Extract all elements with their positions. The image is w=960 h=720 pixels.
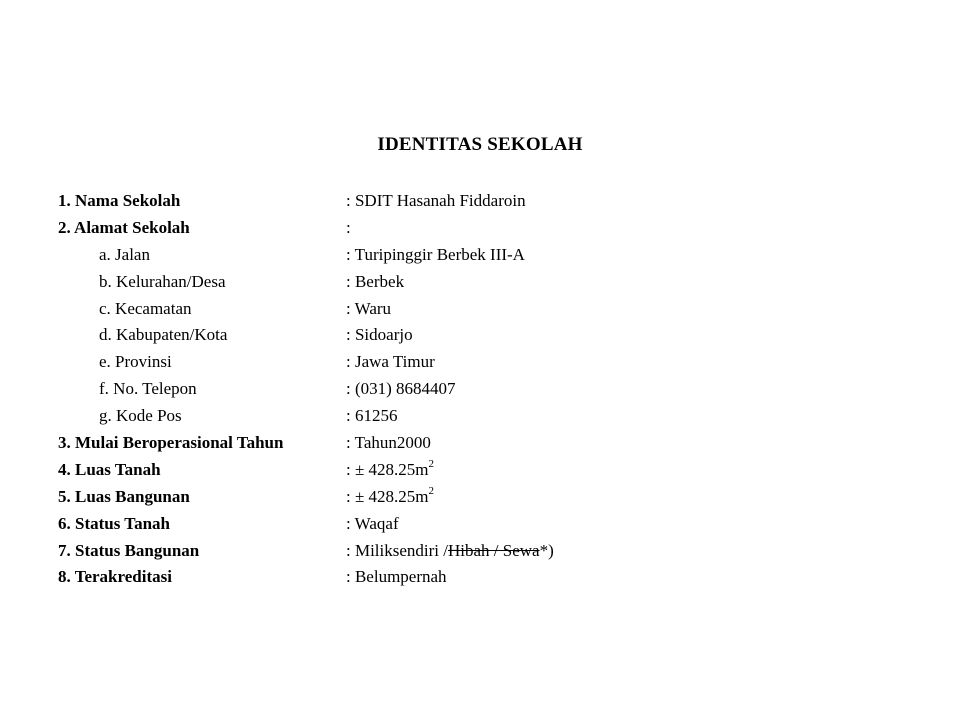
field-row-kode-pos bbox=[58, 403, 918, 430]
superscript-unit: 2 bbox=[428, 485, 435, 498]
field-row-kabupaten bbox=[58, 322, 918, 349]
field-row-kecamatan bbox=[58, 296, 918, 323]
field-label: 2. Alamat Sekolah bbox=[58, 217, 190, 237]
field-label: 5. Luas Bangunan bbox=[58, 486, 190, 506]
field-row-status-tanah bbox=[58, 511, 918, 538]
field-label: a. Jalan bbox=[99, 244, 150, 264]
field-value: : Tahun2000 bbox=[346, 433, 431, 453]
field-label: g. Kode Pos bbox=[99, 406, 182, 426]
field-value bbox=[346, 484, 434, 511]
field-value: : Berbek bbox=[346, 271, 405, 291]
field-label: d. Kabupaten/Kota bbox=[99, 325, 228, 345]
field-label: e. Provinsi bbox=[99, 352, 172, 372]
field-row-luas-tanah bbox=[58, 457, 918, 484]
field-label: f. No. Telepon bbox=[99, 379, 197, 399]
field-value-text: : Miliksendiri / bbox=[346, 540, 448, 560]
field-value: : SDIT Hasanah Fiddaroin bbox=[346, 191, 526, 210]
field-label: 7. Status Bangunan bbox=[58, 540, 200, 560]
field-value: : Jawa Timur bbox=[346, 352, 435, 372]
field-value bbox=[346, 538, 554, 565]
identity-fields bbox=[58, 188, 918, 591]
field-value-suffix: *) bbox=[539, 540, 554, 560]
field-label: 8. Terakreditasi bbox=[58, 567, 172, 587]
field-label: c. Kecamatan bbox=[99, 298, 192, 318]
field-value: : Sidoarjo bbox=[346, 325, 413, 345]
field-row-alamat-sekolah bbox=[58, 215, 918, 242]
field-value: : (031) 8684407 bbox=[346, 379, 456, 399]
field-row-jalan bbox=[58, 242, 918, 269]
field-row-terakreditasi bbox=[58, 564, 918, 591]
field-label: 3. Mulai Beroperasional Tahun bbox=[58, 433, 284, 453]
field-row-status-bangunan bbox=[58, 538, 918, 565]
field-value: : Waqaf bbox=[346, 513, 399, 533]
field-row-nama-sekolah bbox=[58, 188, 918, 215]
field-label: 6. Status Tanah bbox=[58, 513, 170, 533]
field-value-text: : ± 428.25m bbox=[346, 486, 429, 506]
superscript-unit: 2 bbox=[428, 458, 435, 471]
field-label: b. Kelurahan/Desa bbox=[99, 271, 226, 291]
field-value bbox=[346, 457, 434, 484]
field-value: : Turipinggir Berbek III-A bbox=[346, 244, 525, 264]
field-row-kelurahan bbox=[58, 269, 918, 296]
field-row-luas-bangunan bbox=[58, 484, 918, 511]
field-value: : 61256 bbox=[346, 406, 398, 426]
page-title: IDENTITAS SEKOLAH bbox=[377, 134, 583, 155]
field-label: 1. Nama Sekolah bbox=[58, 191, 181, 210]
field-value: : Belumpernah bbox=[346, 567, 447, 587]
field-row-provinsi bbox=[58, 349, 918, 376]
field-row-telepon bbox=[58, 376, 918, 403]
field-label: 4. Luas Tanah bbox=[58, 459, 161, 479]
field-value-text: : ± 428.25m bbox=[346, 459, 429, 479]
field-row-mulai-beroperasional bbox=[58, 430, 918, 457]
field-value: : bbox=[346, 217, 351, 237]
struck-option: Hibah / Sewa bbox=[448, 540, 540, 560]
field-value: : Waru bbox=[346, 298, 392, 318]
